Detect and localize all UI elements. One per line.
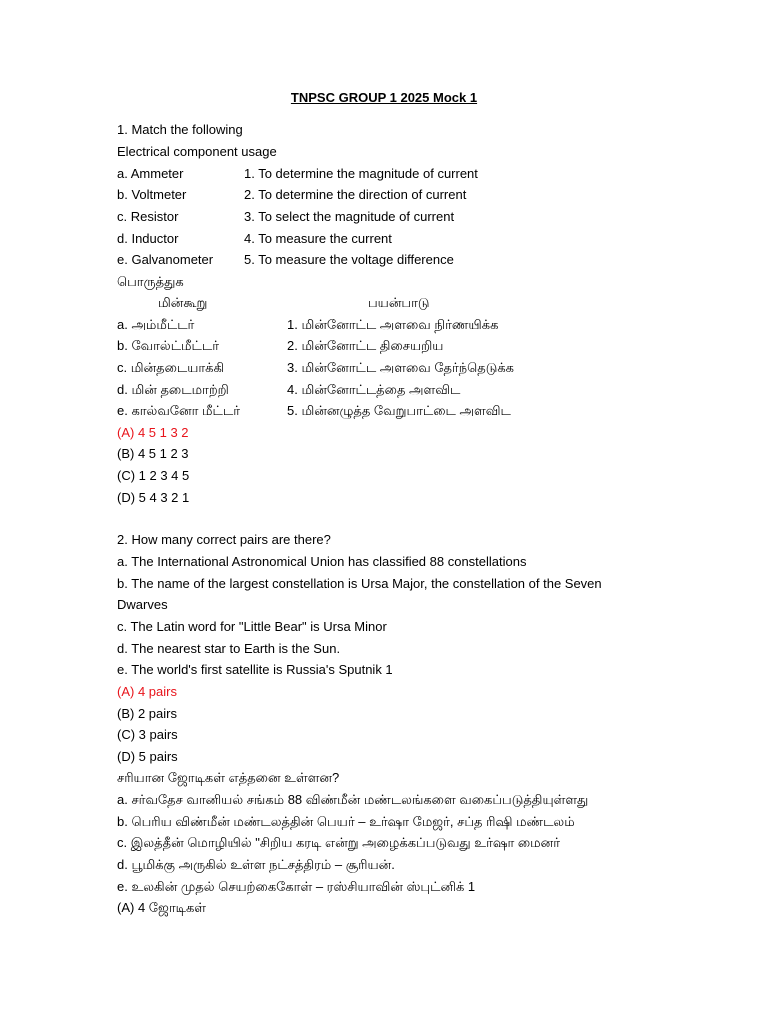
q1-ta-left-d: d. மின் தடைமாற்றி xyxy=(117,382,229,397)
q2-statement-c-ta: c. இலத்தீன் மொழியில் "சிறிய கரடி என்று அழைக்கப்படுவது உர்ஷா மைனர் xyxy=(117,835,561,850)
q2-option-a: (A) 4 pairs xyxy=(117,684,177,699)
q2-option-b: (B) 2 pairs xyxy=(117,706,177,721)
q2-heading: 2. How many correct pairs are there? xyxy=(117,532,331,547)
q1-ta-right-2: 2. மின்னோட்ட திசையறிய xyxy=(287,338,444,353)
q1-en-right-2: 2. To determine the direction of current xyxy=(244,187,467,202)
q2-statement-d-ta: d. பூமிக்கு அருகில் உள்ள நட்சத்திரம் – சூரியன். xyxy=(117,857,395,872)
q2-statement-b-ta: b. பெரிய விண்மீன் மண்டலத்தின் பெயர் – உர்ஷா மேஜர், சப்த ரிஷி மண்டலம் xyxy=(117,814,575,829)
q1-en-left-d: d. Inductor xyxy=(117,231,179,246)
q1-col-left-ta: மின்கூறு xyxy=(158,295,208,310)
q2-statement-a: a. The International Astronomical Union has classified 88 constellations xyxy=(117,554,527,569)
q2-option-c: (C) 3 pairs xyxy=(117,727,178,742)
q2-option-a-ta: (A) 4 ஜோடிகள் xyxy=(117,900,207,915)
q2-statement-d: d. The nearest star to Earth is the Sun. xyxy=(117,641,341,656)
q1-en-right-3: 3. To select the magnitude of current xyxy=(244,209,455,224)
q1-option-b: (B) 4 5 1 2 3 xyxy=(117,446,189,461)
q1-ta-left-a: a. அம்மீட்டர் xyxy=(117,317,195,332)
q1-table-header: Electrical component usage xyxy=(117,144,277,159)
q2-statement-a-ta: a. சர்வதேச வானியல் சங்கம் 88 விண்மீன் மண்டலங்களை வகைப்படுத்தியுள்ளது xyxy=(117,792,589,807)
q2-statement-b: b. The name of the largest constellation is Ursa Major, the constellation of the Seven xyxy=(117,576,602,591)
q1-en-left-b: b. Voltmeter xyxy=(117,187,187,202)
q1-heading: 1. Match the following xyxy=(117,122,243,137)
q1-ta-left-c: c. மின்தடையாக்கி xyxy=(117,360,225,375)
q1-option-a: (A) 4 5 1 3 2 xyxy=(117,425,189,440)
q1-ta-left-e: e. கால்வனோ மீட்டர் xyxy=(117,403,241,418)
q1-ta-right-3: 3. மின்னோட்ட அளவை தேர்ந்தெடுக்க xyxy=(287,360,514,375)
q1-ta-right-5: 5. மின்னழுத்த வேறுபாட்டை அளவிட xyxy=(287,403,511,418)
q1-en-right-1: 1. To determine the magnitude of current xyxy=(244,166,478,181)
q1-en-left-c: c. Resistor xyxy=(117,209,179,224)
q2-option-d: (D) 5 pairs xyxy=(117,749,178,764)
q2-statement-e-ta: e. உலகின் முதல் செயற்கைகோள் – ரஸ்சியாவின் ஸ்புட்னிக் 1 xyxy=(117,879,476,894)
document-title: TNPSC GROUP 1 2025 Mock 1 xyxy=(290,90,478,105)
q1-option-c: (C) 1 2 3 4 5 xyxy=(117,468,190,483)
q1-ta-left-b: b. வோல்ட்மீட்டர் xyxy=(117,338,220,353)
q2-statement-b-cont: Dwarves xyxy=(117,597,168,612)
q2-statement-c: c. The Latin word for "Little Bear" is Ursa Minor xyxy=(117,619,387,634)
q1-en-left-a: a. Ammeter xyxy=(117,166,184,181)
q1-col-right-ta: பயன்பாடு xyxy=(368,295,430,310)
q1-heading-ta: பொருத்துக xyxy=(117,274,184,289)
q1-ta-right-1: 1. மின்னோட்ட அளவை நிர்ணயிக்க xyxy=(287,317,499,332)
q1-en-right-5: 5. To measure the voltage difference xyxy=(244,252,454,267)
q1-en-left-e: e. Galvanometer xyxy=(117,252,214,267)
q1-ta-right-4: 4. மின்னோட்டத்தை அளவிட xyxy=(287,382,461,397)
q2-heading-ta: சரியான ஜோடிகள் எத்தனை உள்ளன? xyxy=(117,770,340,785)
q1-option-d: (D) 5 4 3 2 1 xyxy=(117,490,190,505)
q2-statement-e: e. The world's first satellite is Russia's Sputnik 1 xyxy=(117,662,393,677)
q1-en-right-4: 4. To measure the current xyxy=(244,231,392,246)
